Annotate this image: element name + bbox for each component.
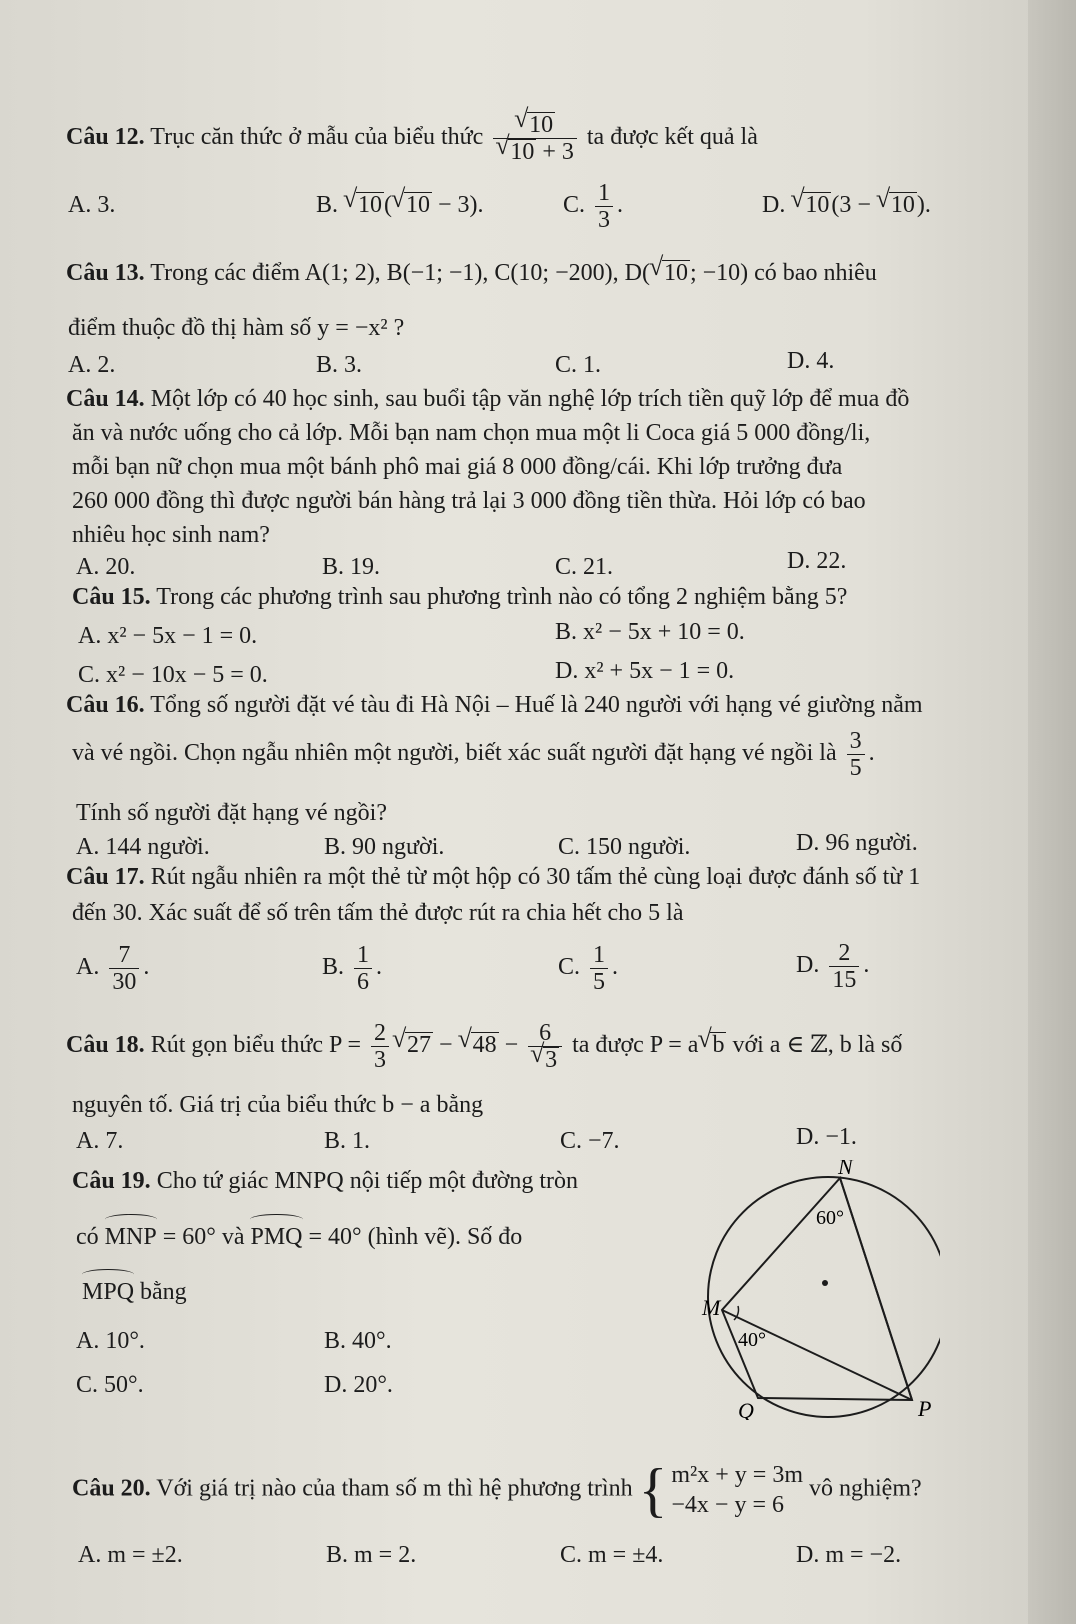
q15-stem — [72, 582, 847, 612]
q12-stem — [66, 112, 758, 165]
q12-d-post: ). — [916, 192, 931, 218]
q12-tail: ta được kết quả là — [586, 124, 758, 151]
q15-text: Trong các phương trình sau phương trình nào có tổng 2 nghiệm bằng 5? — [156, 584, 848, 610]
q14-line5: nhiêu học sinh nam? — [72, 522, 270, 548]
q17-b-frac — [354, 942, 372, 995]
q18-minus2: − — [498, 1032, 525, 1059]
q14-option-c[interactable]: C. 21. — [555, 554, 614, 580]
q19-line2 — [76, 1220, 522, 1252]
q20-system — [671, 1460, 803, 1520]
q14-line2: ăn và nước uống cho cả lớp. Mỗi bạn nam chọn mua một li Coca giá 5 000 đồng/li, — [72, 420, 871, 446]
q18-sqrt27: √ 27 — [405, 1032, 433, 1057]
q17-b-num: 1 — [354, 942, 372, 969]
q19-figure — [690, 1160, 940, 1420]
q17-label: Câu 17. — [66, 864, 145, 890]
q17-d-den: 15 — [832, 967, 857, 993]
q14-option-d[interactable]: D. 22. — [787, 548, 847, 574]
q12-b-sqrt: √ 10 — [356, 192, 384, 217]
q17-b-dot: . — [376, 954, 383, 981]
q18-label: Câu 18. — [66, 1032, 145, 1059]
q19-label-p: P — [918, 1396, 932, 1420]
q20-text: Với giá trị nào của tham số m thì hệ phương trình — [156, 1475, 633, 1502]
q18-option-b[interactable]: B. 1. — [324, 1128, 371, 1154]
q19-l2-mid: = 60° và — [156, 1224, 251, 1250]
q12-b-pre: B. — [316, 192, 339, 218]
q17-option-b[interactable] — [322, 942, 382, 995]
q18-minus1: − — [433, 1032, 459, 1059]
q17-b-den: 6 — [357, 969, 370, 995]
q12-d-pre: D. — [762, 192, 786, 218]
q12-num-sqrt: √ 10 — [527, 112, 555, 137]
q17-c-pre: C. — [558, 954, 581, 981]
q18-stem — [66, 1020, 902, 1073]
q12-den-sqrt: √ 10 — [508, 139, 536, 164]
next-page-edge — [1028, 0, 1076, 1624]
q16-text1: Tổng số người đặt vé tàu đi Hà Nội – Huế là 240 người với hạng vé giường nằm — [150, 692, 923, 718]
q17-a-den: 30 — [112, 969, 137, 995]
q14-text1: Một lớp có 40 học sinh, sau buổi tập văn nghệ lớp trích tiền quỹ lớp để mua đồ — [150, 386, 910, 412]
q19-option-b[interactable]: B. 40°. — [324, 1328, 392, 1354]
q19-label: Câu 19. — [72, 1168, 151, 1194]
q13-option-b[interactable]: B. 3. — [316, 352, 363, 378]
q16-line2 — [72, 728, 875, 781]
q12-c-pre: C. — [563, 192, 586, 219]
q17-a-num: 7 — [109, 942, 139, 969]
q13-option-a[interactable]: A. 2. — [68, 352, 116, 378]
q16-line3: Tính số người đặt hạng vé ngồi? — [76, 800, 387, 826]
q12-den-rest: + 3 — [542, 139, 574, 165]
q17-a-frac — [109, 942, 139, 995]
q19-center-dot — [822, 1280, 828, 1286]
q18-f2-den-sqrt: √ 3 — [543, 1047, 559, 1072]
q19-option-c[interactable]: C. 50°. — [76, 1372, 144, 1398]
q20-option-c[interactable]: C. m = ±4. — [560, 1542, 664, 1568]
q14-line4: 260 000 đồng thì được người bán hàng trả lại 3 000 đồng tiền thừa. Hỏi lớp có bao — [72, 488, 866, 514]
q17-line2: đến 30. Xác suất để số trên tấm thẻ được rút ra chia hết cho 5 là — [72, 900, 684, 926]
q18-frac2 — [528, 1020, 562, 1073]
q18-text: Rút gọn biểu thức P = — [150, 1032, 362, 1059]
q16-num: 3 — [847, 728, 865, 755]
q20-tail: vô nghiệm? — [809, 1475, 922, 1502]
q13-option-c[interactable]: C. 1. — [555, 352, 602, 378]
q18-f1-den: 3 — [374, 1047, 387, 1073]
q20-eq1: m²x + y = 3m — [671, 1462, 803, 1488]
q17-d-dot: . — [863, 952, 870, 979]
q16-option-c[interactable]: C. 150 người. — [558, 834, 691, 860]
q19-arc-mpq: MPQ — [82, 1275, 134, 1307]
q19-line1 — [72, 1166, 578, 1196]
q12-b-post: − 3). — [438, 192, 484, 218]
q18-line2: nguyên tố. Giá trị của biểu thức b − a bằng — [72, 1092, 484, 1118]
q17-d-frac — [829, 940, 859, 993]
q18-frac1 — [371, 1020, 389, 1073]
q17-b-pre: B. — [322, 954, 345, 981]
q19-label-60: 60° — [816, 1207, 844, 1229]
q12-option-c[interactable] — [563, 180, 623, 233]
q13-sqrt: √ 10 — [662, 260, 690, 285]
q18-sqrtb: √ b — [710, 1032, 726, 1057]
q12-fraction — [493, 112, 577, 165]
q15-label: Câu 15. — [72, 584, 151, 610]
q12-text: Trục căn thức ở mẫu của biểu thức — [150, 124, 484, 151]
q13-option-d[interactable]: D. 4. — [787, 348, 835, 374]
q19-option-d[interactable]: D. 20°. — [324, 1372, 393, 1398]
q13-text: Trong các điểm A(1; 2), B(−1; −1), C(10; −200), D( — [150, 260, 650, 286]
q14-label: Câu 14. — [66, 386, 145, 412]
q14-option-a[interactable]: A. 20. — [76, 554, 136, 580]
q15-option-d[interactable]: D. x² + 5x − 1 = 0. — [555, 658, 735, 684]
q19-text1: Cho tứ giác MNPQ nội tiếp một đường tròn — [156, 1168, 579, 1194]
q14-option-b[interactable]: B. 19. — [322, 554, 381, 580]
q17-option-d[interactable] — [796, 940, 869, 993]
q16-text2-end: . — [868, 740, 875, 767]
q20-label: Câu 20. — [72, 1475, 151, 1502]
q12-c-num: 1 — [595, 180, 613, 207]
q17-a-dot: . — [143, 954, 150, 981]
q17-option-a[interactable] — [76, 942, 149, 995]
q19-label-n: N — [838, 1160, 853, 1179]
q17-text1: Rút ngẫu nhiên ra một thẻ từ một hộp có 30 tấm thẻ cùng loại được đánh số từ 1 — [150, 864, 921, 890]
q12-option-a[interactable]: A. 3. — [68, 192, 116, 218]
q14-line3: mỗi bạn nữ chọn mua một bánh phô mai giá 8 000 đồng/cái. Khi lớp trưởng đưa — [72, 454, 843, 480]
q19-arc-pmq: PMQ — [250, 1220, 302, 1252]
q19-arc-mnp: MNP — [105, 1220, 157, 1252]
q18-option-c[interactable]: C. −7. — [560, 1128, 620, 1154]
q19-label-m: M — [702, 1295, 721, 1320]
q16-text2: và vé ngồi. Chọn ngẫu nhiên một người, biết xác suất người đặt hạng vé ngồi là — [72, 740, 837, 767]
q12-d-sqrt: √ 10 — [803, 192, 831, 217]
q16-option-a[interactable]: A. 144 người. — [76, 834, 210, 860]
q13-label: Câu 13. — [66, 260, 145, 286]
q19-diagonal-mp — [722, 1310, 912, 1400]
q17-d-pre: D. — [796, 952, 820, 979]
q17-c-num: 1 — [590, 942, 608, 969]
q17-c-den: 5 — [593, 969, 606, 995]
q12-b-inner-sqrt: √ 10 — [404, 192, 432, 217]
q18-tail: ta được P = a — [566, 1032, 699, 1059]
q13-line2: điểm thuộc đồ thị hàm số y = −x² ? — [68, 315, 405, 341]
q16-frac — [847, 728, 865, 781]
q16-den: 5 — [849, 755, 862, 781]
q19-l2-end: = 40° (hình vẽ). Số đo — [302, 1224, 523, 1250]
q17-d-num: 2 — [829, 940, 859, 967]
q16-label: Câu 16. — [66, 692, 145, 718]
q20-option-b[interactable]: B. m = 2. — [326, 1542, 417, 1568]
q15-option-b[interactable]: B. x² − 5x + 10 = 0. — [555, 619, 745, 645]
q20-stem — [72, 1457, 922, 1523]
q15-option-a[interactable]: A. x² − 5x − 1 = 0. — [78, 623, 258, 649]
q20-brace: { — [638, 1457, 668, 1523]
q12-c-den: 3 — [598, 207, 611, 233]
q18-option-d[interactable]: D. −1. — [796, 1124, 857, 1150]
q12-d-inner-sqrt: √ 10 — [889, 192, 917, 217]
q19-line3 — [82, 1275, 187, 1307]
q12-d-inner: 3 − — [839, 192, 877, 218]
q12-c-post: . — [617, 192, 624, 219]
q17-c-frac — [590, 942, 608, 995]
q17-c-dot: . — [612, 954, 619, 981]
q16-option-b[interactable]: B. 90 người. — [324, 834, 445, 860]
q12-c-frac — [595, 180, 613, 233]
q14-line1 — [66, 384, 909, 414]
q18-option-a[interactable]: A. 7. — [76, 1128, 124, 1154]
q18-f2-num: 6 — [528, 1020, 562, 1047]
q19-l3: bằng — [134, 1279, 187, 1305]
q18-sqrt48: √ 48 — [471, 1032, 499, 1057]
q12-label: Câu 12. — [66, 124, 145, 151]
q13-stem — [66, 258, 877, 288]
q17-option-c[interactable] — [558, 942, 618, 995]
q13-text2: ; −10) có bao nhiêu — [689, 260, 877, 286]
q15-option-c[interactable]: C. x² − 10x − 5 = 0. — [78, 662, 268, 688]
q20-option-a[interactable]: A. m = ±2. — [78, 1542, 183, 1568]
q18-tail2: với a ∈ ℤ, b là số — [726, 1032, 903, 1059]
q19-label-40: 40° — [738, 1329, 766, 1351]
q18-f1-num: 2 — [371, 1020, 389, 1047]
q12-option-b[interactable]: B. √ 10(√ 10 − 3). — [316, 190, 484, 220]
q19-label-q: Q — [738, 1398, 754, 1420]
q19-diagonal-np — [840, 1178, 912, 1400]
q17-line1 — [66, 862, 920, 892]
q17-a-pre: A. — [76, 954, 100, 981]
q16-line1 — [66, 690, 923, 720]
q12-option-d[interactable]: D. √ 10(3 − √ 10). — [762, 190, 931, 220]
q20-eq2: −4x − y = 6 — [671, 1492, 784, 1518]
q19-l2-pre: có — [76, 1224, 105, 1250]
q16-option-d[interactable]: D. 96 người. — [796, 830, 918, 856]
q19-option-a[interactable]: A. 10°. — [76, 1328, 145, 1354]
q20-option-d[interactable]: D. m = −2. — [796, 1542, 902, 1568]
